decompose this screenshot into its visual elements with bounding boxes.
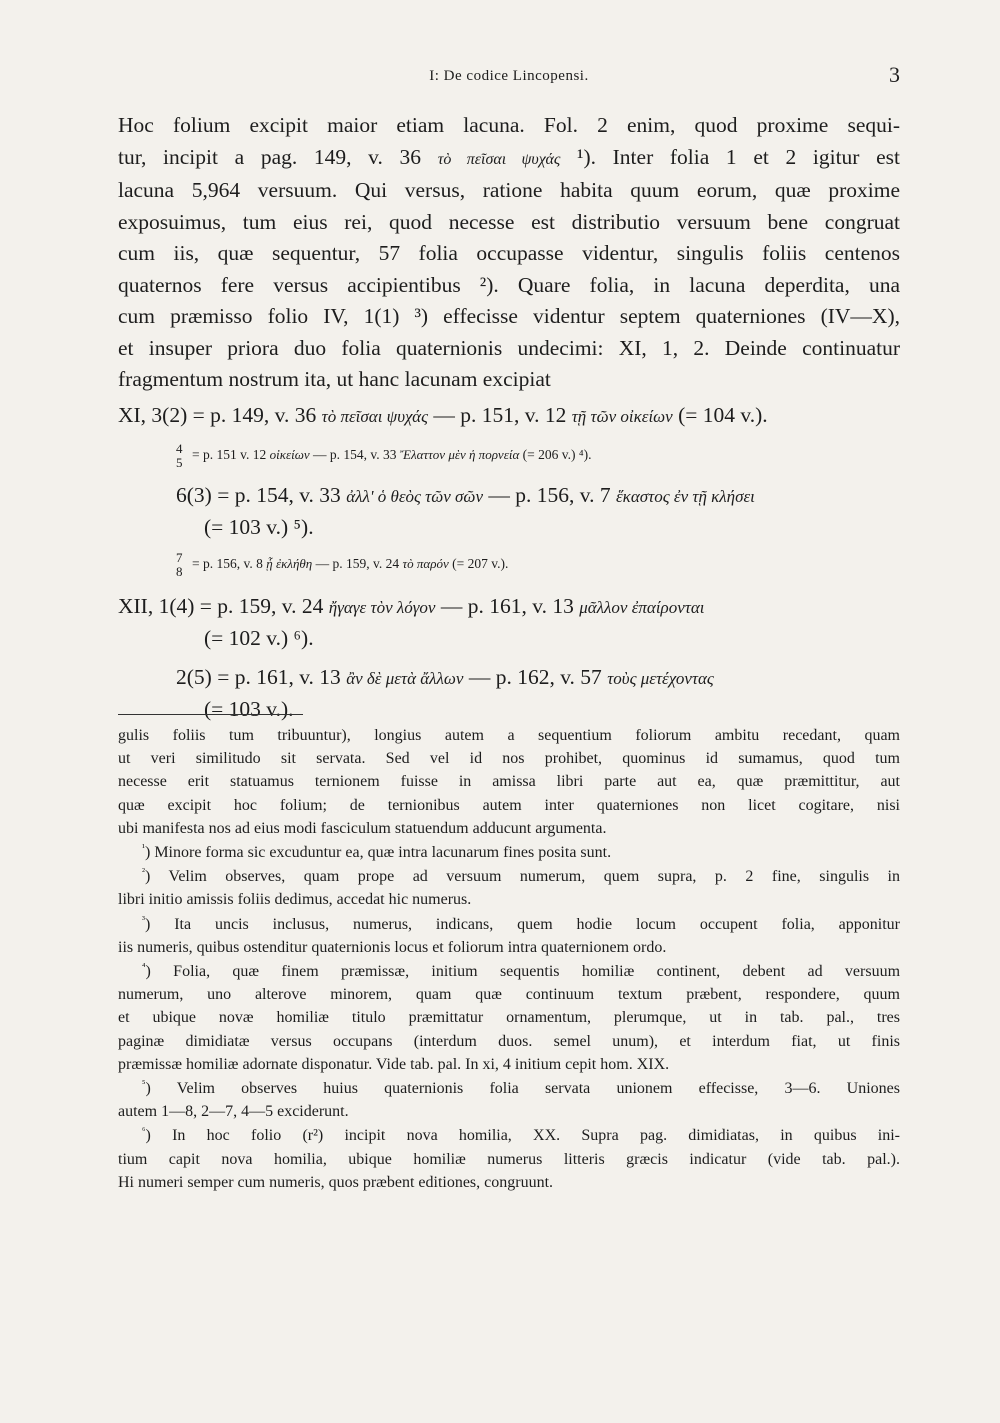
footnote	[118, 865, 900, 911]
paragraph-line: lacuna 5,964 versuum. Qui versus, ratione habita quum eorum, quæ proxime	[118, 178, 900, 202]
entry-middle: — p. 151, v. 12	[427, 402, 572, 427]
verse-count: (= 103 v.) ⁵).	[204, 514, 314, 539]
footnote-line: autem 1—8, 2—7, 4—5 exciderunt.	[118, 1103, 349, 1121]
footnote-line: necesse erit statuamus ternionem fuisse in amissa libri parte aut ea, quæ præmittitur, aut	[118, 773, 900, 791]
footnote-text: Folia, quæ finem præmissæ, initium sequentis homiliæ continent, debent ad versuum	[173, 963, 901, 981]
folio-entry	[118, 551, 900, 579]
entry-end: (= 207 v.).	[448, 555, 509, 571]
greek-incipit: ᾗ ἐκλήθη	[266, 555, 313, 571]
footnote-text: Minore forma sic excuduntur ea, quæ intra lacunarum fines posita sunt.	[154, 844, 612, 862]
footnote-mark: ³	[142, 914, 145, 926]
greek-explicit: Ἔλαττον μὲν ἡ πορνεία	[399, 446, 520, 462]
folio-brace	[176, 551, 192, 579]
entry-start: = p. 156, v. 8	[192, 555, 267, 571]
paragraph-line: exposuimus, tum eius rei, quod necesse est distributio versuum bene congruat	[118, 209, 900, 234]
footnote-line: præmissæ homiliæ adornate disponatur. Vide tab. pal. In xi, 4 initium cepit hom. XIX.	[118, 1055, 670, 1073]
footnote-rule	[118, 714, 303, 715]
brace-top-number: 7	[176, 549, 183, 565]
greek-incipit: ἤγαγε τὸν λόγον	[328, 597, 436, 617]
footnote-mark: ²	[142, 866, 145, 878]
greek-incipit: ἂν δὲ μετὰ ἄλλων	[346, 668, 464, 688]
footnote-line: $^{^5}$) Velim observes huius quaternionis folia servata unionem effecisse, 3—6. Uniones	[142, 1078, 900, 1098]
footnote	[118, 1077, 900, 1123]
footnote-mark: ⁵	[142, 1078, 146, 1090]
greek-incipit: οἰκείων	[269, 446, 310, 462]
footnote-line: ubi manifesta nos ad eius modi fasciculum statuendum adducunt argumenta.	[118, 819, 607, 837]
folio-entry	[118, 662, 900, 694]
page-number: 3	[889, 62, 900, 87]
entry-start: 2(5) = p. 161, v. 13	[176, 664, 347, 689]
footnote-continuation	[118, 724, 900, 840]
paragraph-line: Hoc folium excipit maior etiam lacuna. Fol. 2 enim, quod proxime sequi-	[118, 113, 900, 137]
verse-count: (= 102 v.) ⁶).	[204, 625, 314, 650]
entry-middle: — p. 159, v. 24	[312, 555, 403, 571]
folio-brace	[176, 442, 192, 470]
entry-end: (= 206 v.) ⁴).	[519, 446, 592, 462]
footnotes	[118, 724, 900, 1195]
entry-start: = p. 151 v. 12	[192, 446, 270, 462]
footnote-line: libri initio amissis foliis dedimus, accedat hic numerus.	[118, 891, 472, 909]
greek-quote: τὸ πεῖσαι ψυχάς	[437, 150, 561, 168]
paragraph-line: et insuper priora duo folia quaternionis undecimi: XI, 1, 2. Deinde continuatur	[118, 335, 900, 360]
brace-bottom-number: 8	[176, 563, 183, 579]
greek-explicit: τὸ παρόν	[402, 555, 449, 571]
footnote-line: $^{^6}$) In hoc folio (r²) incipit nova homilia, XX. Supra pag. dimidiatas, in quibus ini-	[142, 1126, 901, 1145]
footnote-mark: ¹	[142, 842, 145, 854]
footnote-mark: ⁶	[142, 1126, 146, 1138]
footnote-line: gulis foliis tum tribuuntur), longius autem a sequentium foliorum ambitu recedant, quam	[118, 727, 900, 744]
footnote-text: Velim observes, quam prope ad versuum numerum, quem supra, p. 2 fine, singulis in	[168, 868, 901, 886]
folio-entry	[118, 591, 900, 623]
folio-entry	[118, 480, 900, 512]
entry-end: (= 104 v.).	[672, 402, 768, 427]
footnote-line: et ubique novæ homiliæ titulo præmittatur ornamentum, plerumque, ut in tab. pal., tres	[118, 1009, 900, 1027]
footnote-line: $^{^3}$) Ita uncis inclusus, numerus, indicans, quem hodie locum occupent folia, apponitur	[142, 914, 901, 933]
verse-count: (= 103 v.).	[204, 696, 294, 721]
paragraph-line: tur, incipit a pag. 149, v. 36 τὸ πεῖσαι ψυχάς ¹). Inter folia 1 et 2 igitur est	[118, 144, 900, 169]
paragraph-line: fragmentum nostrum ita, ut hanc lacunam excipiat	[118, 367, 551, 391]
footnote-text: Ita uncis inclusus, numerus, indicans, quem hodie locum occupent folia, apponitur	[174, 915, 901, 933]
brace-bottom-number: 5	[176, 454, 183, 470]
intro-paragraph	[118, 110, 900, 396]
folio-entry-list	[118, 400, 900, 725]
footnote-line: numerum, uno alterove minorem, quam quæ continuum textum præbent, respondere, quum	[118, 986, 900, 1004]
entry-middle: — p. 156, v. 7	[482, 482, 616, 507]
footnote	[118, 960, 900, 1076]
entry-start: 6(3) = p. 154, v. 33	[176, 482, 347, 507]
paragraph-line: quaternos fere versus accipientibus ²). Quare folia, in lacuna deperdita, una	[118, 272, 900, 297]
greek-explicit: ἕκαστος ἐν τῇ κλήσει	[615, 486, 755, 506]
footnote-line: iis numeris, quibus ostenditur quaternionis locus et foliorum intra quaternionem ordo.	[118, 938, 667, 956]
greek-incipit: ἀλλ' ὁ θεὸς τῶν σῶν	[346, 486, 483, 506]
footnote-mark: ⁴	[142, 961, 146, 973]
greek-explicit: τῇ τῶν οἰκείων	[571, 406, 673, 426]
footnote-line: ut veri similitudo sit servata. Sed vel id nos prohibet, quominus id sumamus, quod tum	[118, 750, 900, 768]
footnote-line: tium capit nova homilia, ubique homiliæ numerus litteris græcis indicatur (vide tab. pal.).	[118, 1150, 900, 1168]
greek-explicit: τοὺς μετέχοντας	[607, 668, 714, 688]
footnote-text: In hoc folio (r²) incipit nova homilia, XX. Supra pag. dimidiatas, in quibus ini-	[172, 1127, 901, 1145]
entry-middle: — p. 154, v. 33	[309, 446, 400, 462]
running-title: I: De codice Lincopensi.	[429, 68, 589, 84]
main-text	[118, 110, 900, 725]
footnote-text: Velim observes huius quaternionis folia servata unionem effecisse, 3—6. Uniones	[176, 1080, 900, 1098]
footnote-line: Hi numeri semper cum numeris, quos præbent editiones, congruunt.	[118, 1173, 554, 1191]
footnote-line: $^{^4}$) Folia, quæ finem præmissæ, initium sequentis homiliæ continent, debent ad versuum	[142, 961, 901, 981]
page-header	[118, 62, 900, 90]
greek-explicit: μᾶλλον ἐπαίρονται	[579, 597, 705, 617]
folio-entry	[118, 400, 900, 432]
entry-middle: — p. 162, v. 57	[463, 664, 608, 689]
footnote-line: $^{^1}$) Minore forma sic excuduntur ea, quæ intra lacunarum fines posita sunt.	[142, 842, 612, 862]
paragraph-line: cum iis, quæ sequentur, 57 folia occupasse videntur, singulis foliis centenos	[118, 241, 900, 265]
footnote	[118, 841, 900, 864]
footnote-line: quæ excipit hoc folium; de ternionibus autem inter quaterniones non licet cogitare, nisi	[118, 796, 900, 814]
brace-top-number: 4	[176, 440, 183, 456]
footnote-line: paginæ dimidiatæ versus occupans (interdum duos. semel unum), et interdum fiat, ut finis	[118, 1032, 900, 1050]
greek-incipit: τὸ πεῖσαι ψυχάς	[321, 406, 428, 426]
entry-start: XI, 3(2) = p. 149, v. 36	[118, 402, 322, 427]
footnote-line: $^{^2}$) Velim observes, quam prope ad versuum numerum, quem supra, p. 2 fine, singulis in	[142, 866, 901, 886]
paragraph-line: cum præmisso folio IV, 1(1) ³) effecisse videntur septem quaterniones (IV—X),	[118, 304, 900, 328]
folio-entry	[118, 442, 900, 470]
entry-middle: — p. 161, v. 13	[435, 593, 580, 618]
entry-start: XII, 1(4) = p. 159, v. 24	[118, 593, 329, 618]
footnote	[118, 1124, 900, 1194]
footnote	[118, 913, 900, 959]
